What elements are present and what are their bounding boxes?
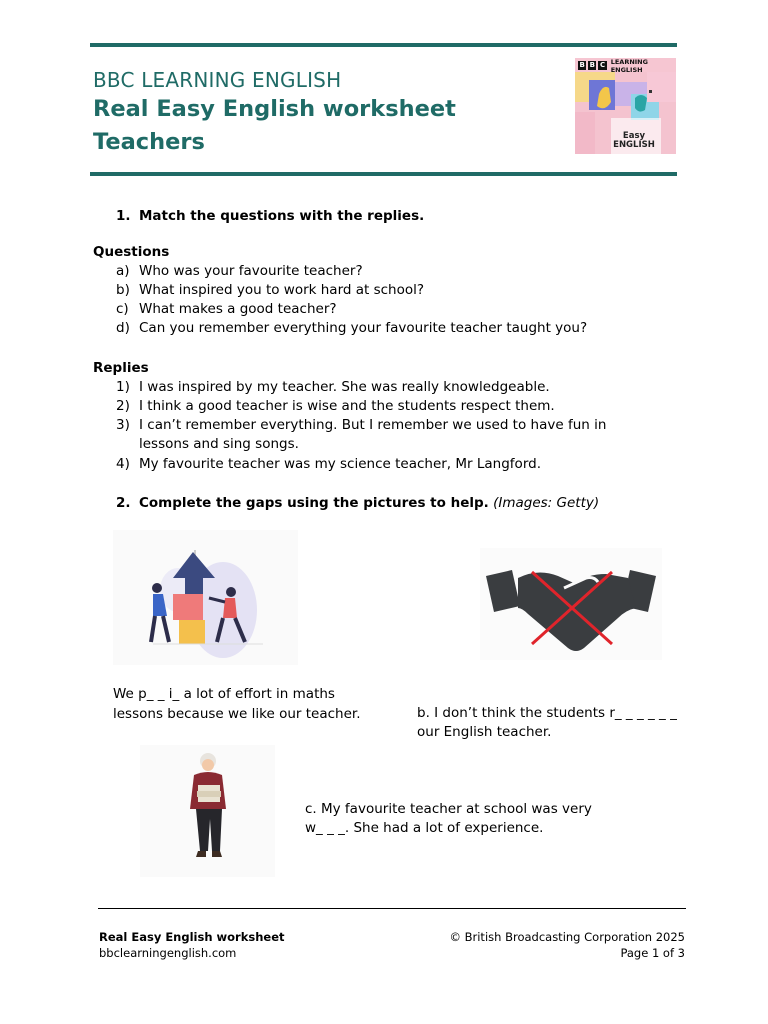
question-text: Who was your favourite teacher? [139, 263, 363, 279]
reply-text: My favourite teacher was my science teacher, Mr Langford. [139, 456, 541, 472]
footer-title: Real Easy English worksheet [99, 930, 285, 944]
bbc-easy-english-logo [575, 58, 676, 154]
reply-text: I can’t remember everything. But I remember we used to have fun in [139, 417, 607, 433]
gap-item-a-line2: lessons because we like our teacher. [113, 706, 361, 722]
question-text: What inspired you to work hard at school? [139, 282, 425, 298]
question-marker: d) [116, 320, 130, 336]
reply-text-continued: lessons and sing songs. [139, 436, 299, 452]
task2-number: 2. [116, 495, 131, 511]
worksheet-title: Real Easy English worksheet [93, 96, 456, 122]
task1-instruction: Match the questions with the replies. [139, 208, 425, 224]
task1-number: 1. [116, 208, 131, 224]
teacher-illustration [140, 745, 275, 877]
gap-item-b-line2: our English teacher. [417, 724, 552, 740]
footer-page-number: Page 1 of 3 [620, 946, 685, 960]
header-top-rule [90, 43, 677, 47]
reply-text: I think a good teacher is wise and the students respect them. [139, 398, 555, 414]
gap-item-b-line1: b. I don’t think the students r_ _ _ _ _ _ [417, 705, 677, 721]
task2-instruction: Complete the gaps using the pictures to help. [139, 495, 489, 511]
image-credit: (Images: Getty) [493, 495, 600, 511]
bbc-box-1: B [579, 61, 585, 69]
bbc-wordmark [578, 58, 676, 74]
question-text: Can you remember everything your favourite teacher taught you? [139, 320, 588, 336]
question-marker: a) [116, 263, 130, 279]
footer-url: bbclearningenglish.com [99, 946, 237, 960]
reply-marker: 4) [116, 456, 130, 472]
question-marker: b) [116, 282, 130, 298]
replies-heading: Replies [93, 360, 149, 376]
worksheet-topic: Teachers [93, 129, 205, 155]
easy-english-label [611, 132, 657, 150]
footer-rule [98, 908, 686, 909]
questions-heading: Questions [93, 244, 170, 260]
reply-text: I was inspired by my teacher. She was really knowledgeable. [139, 379, 550, 395]
bbc-box-2: B [589, 61, 596, 69]
question-marker: c) [116, 301, 129, 317]
reply-marker: 1) [116, 379, 130, 395]
bbc-box-3: C [600, 61, 606, 69]
easy-label-line1: Easy [622, 131, 646, 141]
header-bottom-rule [90, 172, 677, 176]
easy-label-line2: ENGLISH [613, 140, 655, 150]
question-text: What makes a good teacher? [139, 301, 337, 317]
teamwork-arrow-illustration [113, 530, 298, 665]
brand-name: BBC LEARNING ENGLISH [93, 68, 342, 92]
footer-copyright: © British Broadcasting Corporation 2025 [449, 930, 685, 944]
reply-marker: 3) [116, 417, 130, 433]
reply-marker: 2) [116, 398, 130, 414]
gap-item-c-line2: w_ _ _. She had a lot of experience. [305, 820, 544, 836]
logo-wordmark-text: LEARNING ENGLISH [610, 58, 648, 74]
crossed-handshake-icon [480, 548, 662, 660]
gap-item-c-line1: c. My favourite teacher at school was very [305, 801, 592, 817]
task2-instruction-line [139, 494, 599, 513]
gap-item-a-line1: We p_ _ i_ a lot of effort in maths [113, 686, 335, 702]
